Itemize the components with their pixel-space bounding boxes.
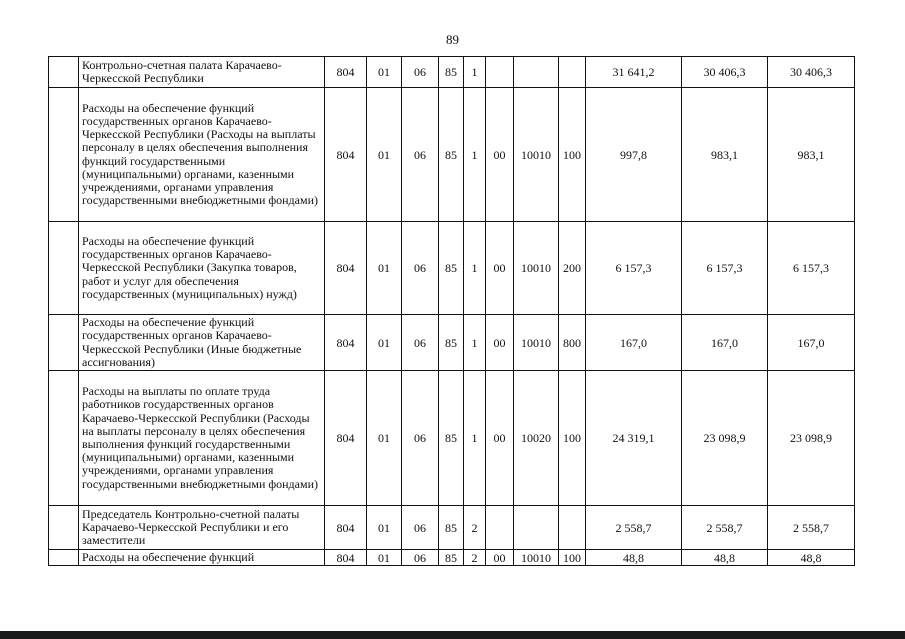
code-subsection: 06 [402,371,439,506]
amount-year-1: 31 641,2 [586,57,682,88]
code-grbs: 804 [325,506,367,550]
code-expense-type: 200 [559,222,586,315]
amount-year-1: 2 558,7 [586,506,682,550]
code-grbs: 804 [325,550,367,566]
code-subsection: 06 [402,315,439,371]
budget-table [48,56,855,566]
code-subsection: 06 [402,57,439,88]
code-expense-type: 100 [559,371,586,506]
table-row [49,315,855,371]
code-subsection: 06 [402,88,439,222]
code-section: 01 [367,57,402,88]
code-direction: 10010 [514,88,559,222]
amount-year-3: 167,0 [768,315,855,371]
row-description: Расходы на обеспечение функций государственных органов Карачаево-Черкесской Республики (Закупка товаров, работ и услуг для обеспечения государственных (муниципальных) нужд) [79,222,325,315]
table-row [49,506,855,550]
page-number: 89 [446,32,459,47]
code-section: 01 [367,88,402,222]
amount-year-2: 983,1 [682,88,768,222]
row-blank-cell [49,222,79,315]
code-expense-type: 800 [559,315,586,371]
code-grbs: 804 [325,88,367,222]
code-subprogram: 2 [464,550,486,566]
code-program: 85 [439,88,464,222]
amount-year-1: 997,8 [586,88,682,222]
amount-year-3: 23 098,9 [768,371,855,506]
row-blank-cell [49,315,79,371]
code-event: 00 [486,371,514,506]
table-row [49,371,855,506]
code-subprogram: 1 [464,222,486,315]
code-grbs: 804 [325,222,367,315]
code-subsection: 06 [402,506,439,550]
code-grbs: 804 [325,371,367,506]
code-expense-type: 100 [559,88,586,222]
code-section: 01 [367,222,402,315]
row-description: Расходы на выплаты по оплате труда работников государственных органов Карачаево-Черкесской Республики (Расходы на выплаты персоналу в целях обеспечения выполнения функций государственными (муниципальными) органами, казенными учреждениями, органами управления государственными внебюджетными фондами) [79,371,325,506]
table-row [49,550,855,566]
code-event [486,506,514,550]
code-program: 85 [439,315,464,371]
code-grbs: 804 [325,315,367,371]
code-direction [514,506,559,550]
amount-year-3: 30 406,3 [768,57,855,88]
code-expense-type: 100 [559,550,586,566]
code-subprogram: 1 [464,371,486,506]
row-blank-cell [49,506,79,550]
table-row [49,222,855,315]
code-direction [514,57,559,88]
code-program: 85 [439,222,464,315]
row-blank-cell [49,88,79,222]
amount-year-2: 23 098,9 [682,371,768,506]
amount-year-2: 48,8 [682,550,768,566]
code-subprogram: 1 [464,57,486,88]
code-event: 00 [486,550,514,566]
amount-year-1: 48,8 [586,550,682,566]
amount-year-1: 24 319,1 [586,371,682,506]
amount-year-2: 30 406,3 [682,57,768,88]
code-event: 00 [486,88,514,222]
code-subsection: 06 [402,550,439,566]
code-event [486,57,514,88]
code-program: 85 [439,550,464,566]
code-program: 85 [439,506,464,550]
code-subprogram: 2 [464,506,486,550]
code-expense-type [559,57,586,88]
amount-year-1: 6 157,3 [586,222,682,315]
page-bottom-edge [0,631,905,639]
code-direction: 10010 [514,550,559,566]
amount-year-3: 48,8 [768,550,855,566]
code-section: 01 [367,315,402,371]
amount-year-2: 167,0 [682,315,768,371]
code-grbs: 804 [325,57,367,88]
code-section: 01 [367,371,402,506]
row-description: Председатель Контрольно-счетной палаты Карачаево-Черкесской Республики и его заместители [79,506,325,550]
code-event: 00 [486,315,514,371]
row-description: Контрольно-счетная палата Карачаево-Черкесской Республики [79,57,325,88]
row-blank-cell [49,57,79,88]
code-subprogram: 1 [464,315,486,371]
table-row [49,57,855,88]
row-blank-cell [49,550,79,566]
amount-year-2: 2 558,7 [682,506,768,550]
amount-year-3: 6 157,3 [768,222,855,315]
code-subsection: 06 [402,222,439,315]
row-description: Расходы на обеспечение функций государственных органов Карачаево-Черкесской Республики (Иные бюджетные ассигнования) [79,315,325,371]
table-row [49,88,855,222]
amount-year-3: 983,1 [768,88,855,222]
code-section: 01 [367,506,402,550]
amount-year-3: 2 558,7 [768,506,855,550]
row-description: Расходы на обеспечение функций государственных органов Карачаево-Черкесской Республики (Расходы на выплаты персоналу в целях обеспечения выполнения функций государственными (муниципальными) органами, казенными учреждениями, органами управления государственными внебюджетными фондами) [79,88,325,222]
code-expense-type [559,506,586,550]
code-direction: 10010 [514,222,559,315]
code-direction: 10010 [514,315,559,371]
amount-year-1: 167,0 [586,315,682,371]
amount-year-2: 6 157,3 [682,222,768,315]
code-program: 85 [439,57,464,88]
code-program: 85 [439,371,464,506]
code-subprogram: 1 [464,88,486,222]
code-section: 01 [367,550,402,566]
code-direction: 10020 [514,371,559,506]
row-description: Расходы на обеспечение функций [79,550,325,566]
row-blank-cell [49,371,79,506]
code-event: 00 [486,222,514,315]
